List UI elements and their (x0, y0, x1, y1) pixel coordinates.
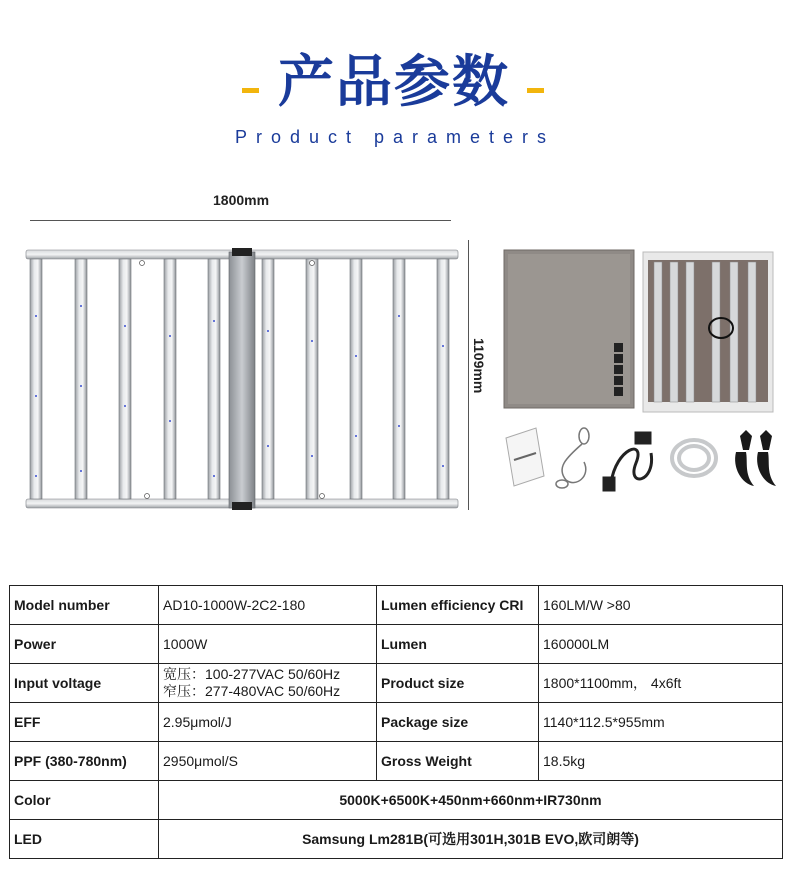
header (0, 48, 790, 118)
spec-label: Lumen efficiency CRI (377, 586, 539, 625)
title-accent-right (527, 88, 544, 93)
page-subtitle: Product parameters (234, 127, 556, 147)
title-accent-left (242, 88, 259, 93)
spec-value: 2950μmol/S (159, 742, 377, 781)
spec-value: 2.95μmol/J (159, 703, 377, 742)
spec-value: 160000LM (539, 625, 783, 664)
spec-label: PPF (380-780nm) (10, 742, 159, 781)
table-row (10, 703, 783, 742)
width-dimension-line (30, 220, 451, 221)
height-dimension-label: 1109mm (471, 338, 487, 394)
spec-label: EFF (10, 703, 159, 742)
spec-label: Product size (377, 664, 539, 703)
width-dimension-label: 1800mm (213, 192, 270, 208)
spec-value-line: 窄压：277-480VAC 50/60Hz (163, 683, 341, 699)
spec-value: 1800*1100mm， 4x6ft (539, 664, 783, 703)
height-dimension-line (468, 240, 469, 510)
spec-label: Color (10, 781, 159, 820)
spec-value: AD10-1000W-2C2-180 (159, 586, 377, 625)
spec-label: Package size (377, 703, 539, 742)
spec-label: Lumen (377, 625, 539, 664)
rope-ratchets-image (735, 430, 776, 486)
spec-label: Model number (10, 586, 159, 625)
instruction-manual-image (506, 428, 544, 486)
spec-value: 160LM/W >80 (539, 586, 783, 625)
led-grow-light-fixture-image (22, 246, 462, 514)
spec-table (9, 585, 783, 859)
spec-value-line: 宽压：100-277VAC 50/60Hz (163, 666, 341, 682)
spec-label: Input voltage (10, 664, 159, 703)
power-cord-image (604, 433, 652, 490)
page-title: 产品参数 (278, 50, 510, 115)
spec-label: Gross Weight (377, 742, 539, 781)
table-row (10, 586, 783, 625)
hanging-cable-image (556, 428, 589, 488)
spec-value-input-voltage (159, 664, 377, 703)
network-cable-image (672, 440, 716, 476)
spec-value: 1140*112.5*955mm (539, 703, 783, 742)
table-row (10, 625, 783, 664)
table-row (10, 781, 783, 820)
packaging-and-accessories-image (496, 248, 786, 498)
spec-value-color: 5000K+6500K+450nm+660nm+IR730nm (159, 781, 783, 820)
fixture-in-packaging-image (643, 252, 773, 412)
spec-value: 1000W (159, 625, 377, 664)
packaging-box-image (504, 250, 634, 408)
spec-label: LED (10, 820, 159, 859)
spec-label: Power (10, 625, 159, 664)
table-row (10, 664, 783, 703)
table-row (10, 742, 783, 781)
spec-value-led: Samsung Lm281B(可选用301H,301B EVO,欧司朗等) (159, 820, 783, 859)
table-row (10, 820, 783, 859)
spec-value: 18.5kg (539, 742, 783, 781)
